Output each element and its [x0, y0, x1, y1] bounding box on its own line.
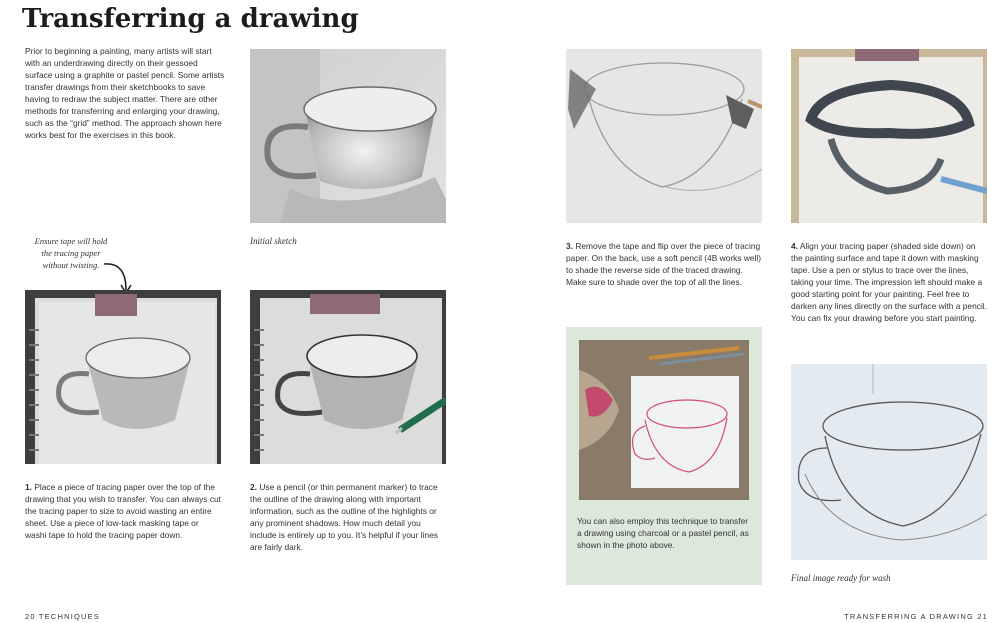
step-3-number: 3. [566, 241, 573, 251]
step-2-number: 2. [250, 482, 257, 492]
final-image-caption: Final image ready for wash [791, 573, 891, 583]
tip-text: You can also employ this technique to transfer a drawing using charcoal or a pastel pencil, as shown in the photo above. [577, 516, 749, 550]
step-4-photo [791, 49, 987, 223]
page-title: Transferring a drawing [22, 4, 359, 34]
tape-note: Ensure tape will hold the tracing paper without twisting. [34, 236, 108, 270]
final-image-photo [791, 364, 987, 560]
step-2-text [250, 481, 448, 553]
step-1-number: 1. [25, 482, 32, 492]
step-1-text [25, 481, 221, 541]
intro-paragraph: Prior to beginning a painting, many artists will start with an underdrawing directly on their gessoed surface using a graphite or pastel pencil. Some artists transfer drawings from their sketchbooks to save having to redraw the subject matter. There are other methods for transferring and enlarging your drawing, such as the “grid” method. The approach shown here works best for the exercises in this book. [25, 46, 225, 140]
initial-sketch-caption: Initial sketch [250, 236, 297, 246]
initial-sketch-photo [250, 49, 446, 223]
step-4-number: 4. [791, 241, 798, 251]
step-4-body: Align your tracing paper (shaded side down) on the painting surface and tape it down with masking tape. Use a pen or stylus to trace over the lines, taking your time. The impression left should make a good starting point for your painting. Feel free to darken any lines directly on the surface with a pencil. You can fix your drawing before you start painting. [791, 241, 987, 323]
step-4-text [791, 240, 989, 324]
step-3-text [566, 240, 764, 288]
step-3-body: Remove the tape and flip over the piece of tracing paper. On the back, use a soft pencil (4B works well) to shade the reverse side of the traced drawing. Make sure to shade over the top of all the lines. [566, 241, 762, 287]
step-2-body: Use a pencil (or thin permanent marker) to trace the outline of the drawing along with important information, such as the outline of the highlights or any prominent shadows. How much detail you include is entirely up to you. It’s helpful if your lines are fairly dark. [250, 482, 438, 552]
step-3-photo [566, 49, 762, 223]
step-1-photo [25, 290, 221, 464]
tip-box [566, 327, 762, 585]
step-1-body: Place a piece of tracing paper over the top of the drawing that you wish to transfer. You can always cut the tracing paper to size to avoid wasting an entire sheet. Use a piece of low-tack masking tape or washi tape to hold the tracing paper down. [25, 482, 221, 540]
charcoal-transfer-photo [579, 340, 749, 500]
footer-left: 20 TECHNIQUES [25, 612, 101, 621]
footer-right: TRANSFERRING A DRAWING 21 [844, 612, 988, 621]
step-2-photo [250, 290, 446, 464]
